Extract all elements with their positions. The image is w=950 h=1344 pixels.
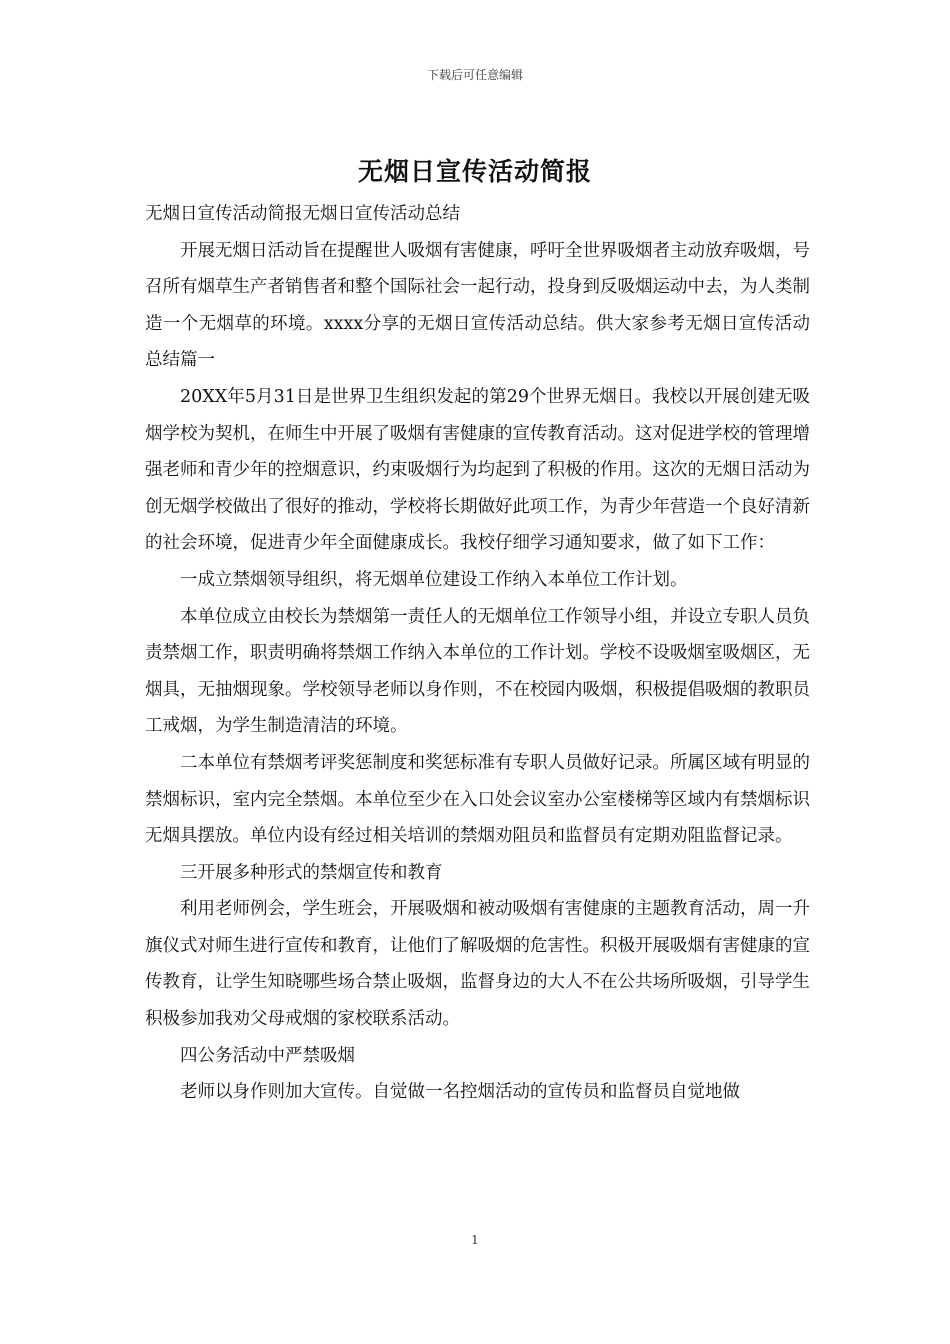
document-body xyxy=(145,196,810,1111)
body-paragraph: 利用老师例会，学生班会，开展吸烟和被动吸烟有害健康的主题教育活动，周一升旗仪式对师生进行宣传和教育，让他们了解吸烟的危害性。积极开展吸烟有害健康的宣传教育，让学生知晓哪些场合禁止吸烟，监督身边的大人不在公共场所吸烟，引导学生积极参加我劝父母戒烟的家校联系活动。 xyxy=(145,899,810,1030)
body-paragraph: 20XX年5月31日是世界卫生组织发起的第29个世界无烟日。我校以开展创建无吸烟学校为契机，在师生中开展了吸烟有害健康的宣传教育活动。这对促进学校的管理增强老师和青少年的控烟意识，约束吸烟行为均起到了积极的作用。这次的无烟日活动为创无烟学校做出了很好的推动，学校将长期做好此项工作，为青少年营造一个良好清新的社会环境，促进青少年全面健康成长。我校仔细学习通知要求，做了如下工作： xyxy=(145,386,810,554)
document-title: 无烟日宣传活动简报 xyxy=(357,157,592,186)
section-heading: 四公务活动中严禁吸烟 xyxy=(180,1045,355,1066)
subtitle-paragraph: 无烟日宣传活动简报无烟日宣传活动总结 xyxy=(145,204,460,224)
body-paragraph: 老师以身作则加大宣传。自觉做一名控烟活动的宣传员和监督员自觉地做 xyxy=(180,1082,740,1103)
section-heading: 一成立禁烟领导组织，将无烟单位建设工作纳入本单位工作计划。 xyxy=(180,569,688,590)
page-number: 1 xyxy=(471,1233,479,1247)
body-paragraph: 开展无烟日活动旨在提醒世人吸烟有害健康，呼吁全世界吸烟者主动放弃吸烟，号召所有烟草生产者销售者和整个国际社会一起行动，投身到反吸烟运动中去，为人类制造一个无烟草的环境。xxxx分享的无烟日宣传活动总结。供大家参考无烟日宣传活动总结篇一 xyxy=(145,240,810,371)
page-header-note: 下载后可任意编辑 xyxy=(426,68,523,82)
body-paragraph: 本单位成立由校长为禁烟第一责任人的无烟单位工作领导小组，并设立专职人员负责禁烟工作，职责明确将禁烟工作纳入本单位的工作计划。学校不设吸烟室吸烟区，无烟具，无抽烟现象。学校领导老师以身作则，不在校园内吸烟，积极提倡吸烟的教职员工戒烟，为学生制造清洁的环境。 xyxy=(145,606,810,737)
body-paragraph: 二本单位有禁烟考评奖惩制度和奖惩标准有专职人员做好记录。所属区域有明显的禁烟标识，室内完全禁烟。本单位至少在入口处会议室办公室楼梯等区域内有禁烟标识无烟具摆放。单位内设有经过相关培训的禁烟劝阻员和监督员有定期劝阻监督记录。 xyxy=(145,752,810,847)
section-heading: 三开展多种形式的禁烟宣传和教育 xyxy=(180,862,443,883)
